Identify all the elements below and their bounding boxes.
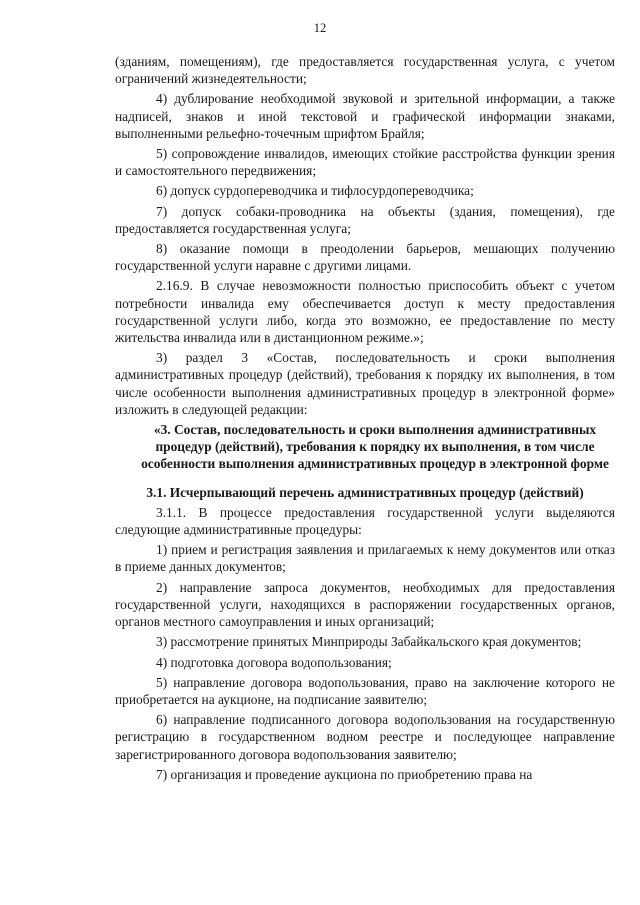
paragraph: 1) прием и регистрация заявления и прилагаемых к нему документов или отказ в приеме данных документов;	[115, 542, 615, 575]
paragraph: 6) направление подписанного договора водопользования на государственную регистрацию в государственном водном реестре и последующее направление зарегистрированного договора водопользования заявителю;	[115, 712, 615, 762]
paragraph: 3.1.1. В процессе предоставления государственной услуги выделяются следующие административные процедуры:	[115, 504, 615, 538]
document-body	[115, 53, 615, 786]
page-number: 12	[313, 21, 327, 35]
paragraph: 7) допуск собаки-проводника на объекты (здания, помещения), где предоставляется государственная услуга;	[115, 203, 615, 236]
paragraph: 8) оказание помощи в преодолении барьеров, мешающих получению государственной услуги наравне с другими лицами.	[115, 241, 615, 274]
paragraph: 6) допуск сурдопереводчика и тифлосурдопереводчика;	[156, 183, 474, 199]
paragraph: 5) направление договора водопользования, право на заключение которого не приобретается на аукционе, на подписание заявителю;	[115, 674, 615, 707]
paragraph: 4) подготовка договора водопользования;	[156, 654, 392, 670]
paragraph: 3) раздел 3 «Состав, последовательность и сроки выполнения административных процедур (действий), требования к порядку их выполнения, в том числе особенности выполнения административных процедур в электронной форме» изложить в следующей редакции:	[115, 350, 615, 417]
paragraph: 4) дублирование необходимой звуковой и зрительной информации, а также надписей, знаков и иной текстовой и графической информации знаками, выполненными рельефно-точечным шрифтом Брайля;	[115, 91, 615, 141]
subsection-heading: 3.1. Исчерпывающий перечень административных процедур (действий)	[146, 484, 584, 500]
section-heading: «3. Состав, последовательность и сроки выполнения административных процедур (действий), требования к порядку их выполнения, в том числе особенности выполнения административных процедур в электронной форме	[141, 422, 609, 472]
paragraph: (зданиям, помещениям), где предоставляется государственная услуга, с учетом ограничений жизнедеятельности;	[115, 54, 615, 87]
paragraph: 3) рассмотрение принятых Минприроды Забайкальского края документов;	[156, 634, 582, 650]
paragraph: 7) организация и проведение аукциона по приобретению права на	[156, 766, 533, 782]
paragraph: 2.16.9. В случае невозможности полностью приспособить объект с учетом потребности инвалида ему обеспечивается доступ к месту предоставления государственной услуги либо, когда это возможно, ее предоставление по месту жительства инвалида или в дистанционном режиме.»;	[115, 278, 615, 346]
paragraph: 2) направление запроса документов, необходимых для предоставления государственной услуги, находящихся в распоряжении государственных органов, органов местного самоуправления и иных организаций;	[115, 579, 615, 630]
paragraph: 5) сопровождение инвалидов, имеющих стойкие расстройства функции зрения и самостоятельного передвижения;	[115, 146, 615, 179]
